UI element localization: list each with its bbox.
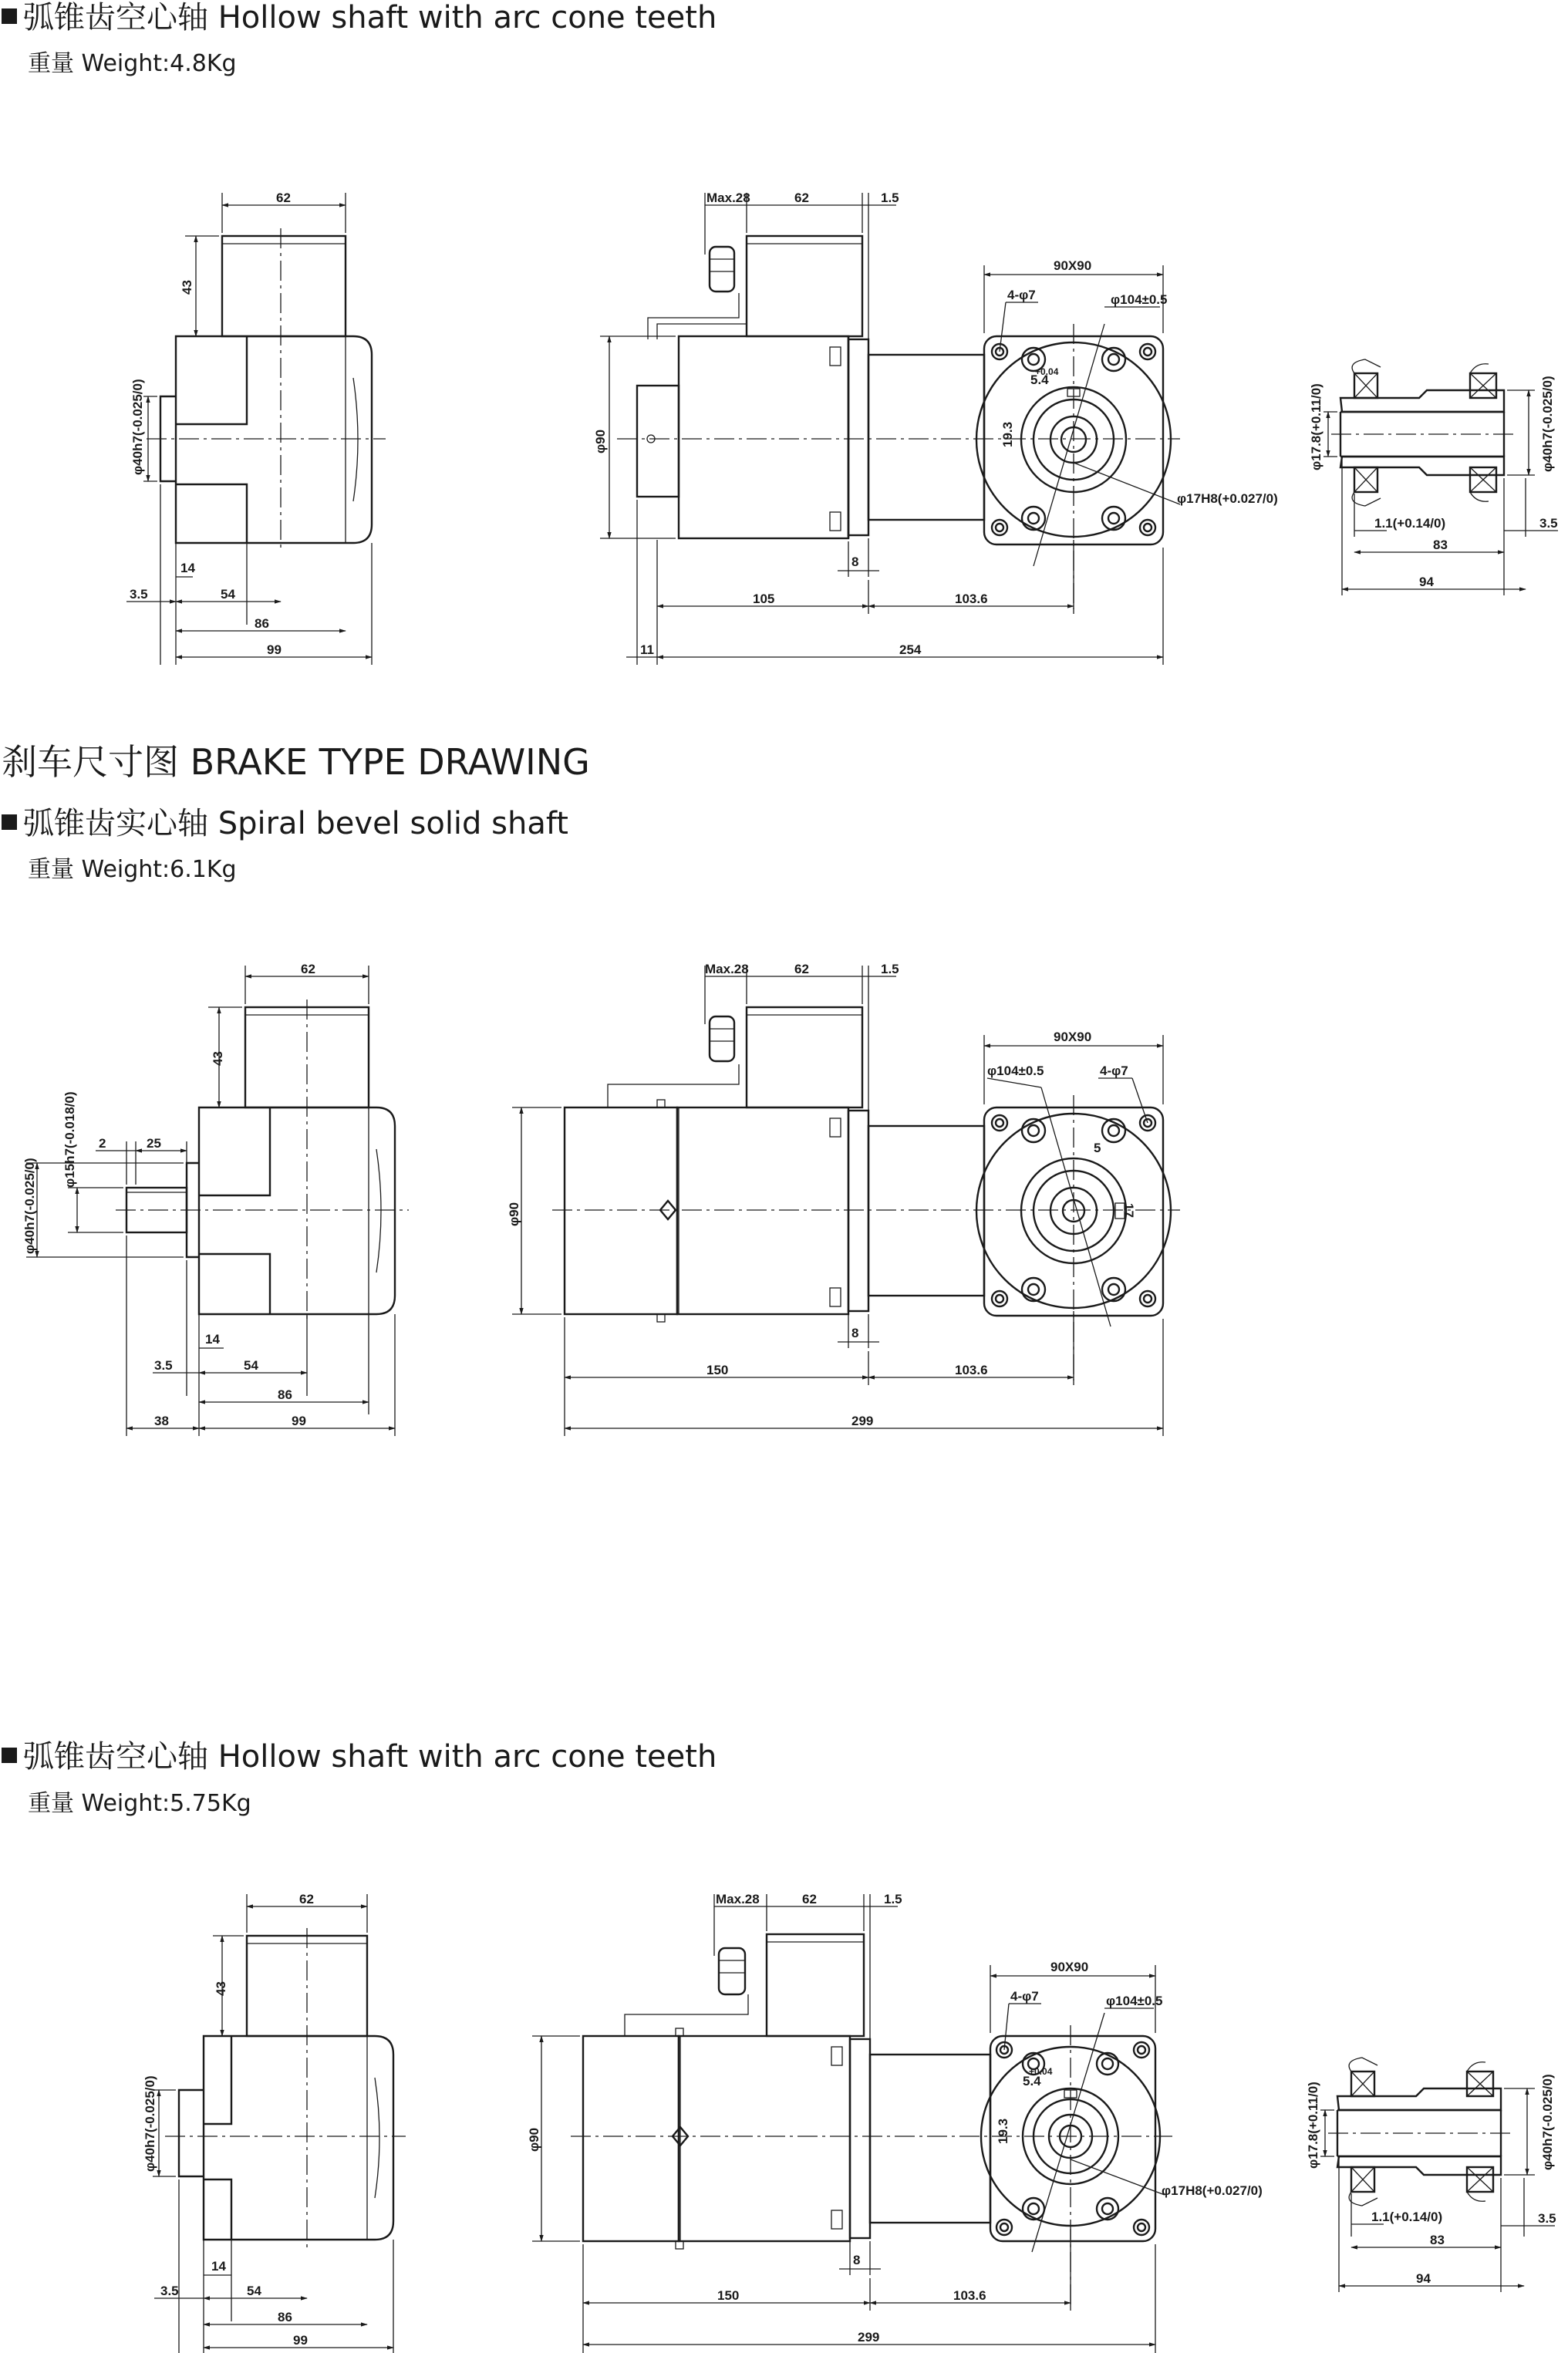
- dim-17-8: φ17.8(+0.11/0): [1309, 383, 1324, 470]
- side-view: [143, 1892, 406, 2353]
- dim-25: 25: [147, 1136, 161, 1151]
- dim-5-4: 5.4: [1030, 373, 1049, 387]
- dim-pcd: φ104±0.5: [1106, 1994, 1163, 2008]
- dim-tol: +0.04: [1035, 366, 1059, 377]
- dim-62: 62: [299, 1892, 314, 1906]
- dim-shaft-dia: φ40h7(-0.025/0): [22, 1158, 37, 1254]
- shaft-detail: [1306, 2058, 1556, 2292]
- dim-299: 299: [851, 1414, 874, 1428]
- dim-17-8: φ17.8(+0.11/0): [1306, 2082, 1320, 2169]
- dim-40: φ40h7(-0.025/0): [1540, 376, 1555, 472]
- dim-14: 14: [180, 561, 195, 575]
- section-heading: 弧锥齿空心轴 Hollow shaft with arc cone teeth: [23, 0, 717, 35]
- dim-1-1: 1.1(+0.14/0): [1374, 516, 1446, 531]
- weight-label: 重量 Weight:6.1Kg: [28, 856, 237, 883]
- dim-38: 38: [154, 1414, 169, 1428]
- bullet-square-icon: [2, 8, 17, 24]
- dim-1-1: 1.1(+0.14/0): [1371, 2210, 1443, 2224]
- dim-43: 43: [180, 280, 194, 295]
- dim-54: 54: [221, 587, 235, 602]
- front-view: [507, 962, 1180, 1436]
- dim-pcd: φ104±0.5: [1111, 292, 1168, 307]
- dim-4-holes: 4-φ7: [1100, 1064, 1128, 1078]
- dim-62: 62: [794, 190, 809, 205]
- dim-shaft-15: φ15h7(-0.018/0): [62, 1091, 77, 1188]
- dim-3-5: 3.5: [160, 2284, 179, 2298]
- dim-bore: φ17H8(+0.027/0): [1177, 491, 1278, 506]
- dim-tol: +0.04: [1029, 2066, 1053, 2077]
- dim-14: 14: [205, 1332, 220, 1347]
- dim-40: φ40h7(-0.025/0): [1540, 2074, 1555, 2170]
- dim-1-5: 1.5: [881, 962, 899, 976]
- dim-105: 105: [753, 592, 775, 606]
- dim-dia-90: φ90: [593, 429, 608, 453]
- dim-shaft-dia: φ40h7(-0.025/0): [130, 379, 145, 475]
- dim-150: 150: [706, 1363, 729, 1377]
- side-view: [22, 962, 409, 1436]
- front-view: [527, 1892, 1263, 2353]
- front-view: [593, 190, 1278, 665]
- dim-299: 299: [858, 2330, 880, 2345]
- dim-90x90: 90X90: [1050, 1960, 1089, 1974]
- dim-86: 86: [278, 1387, 292, 1402]
- dim-54: 54: [247, 2284, 261, 2298]
- dim-5-4: 5.4: [1023, 2074, 1041, 2088]
- dim-86: 86: [278, 2310, 292, 2324]
- dim-max-28: Max.28: [716, 1892, 760, 1906]
- dim-43: 43: [211, 1051, 225, 1066]
- dim-3-5: 3.5: [1538, 2211, 1556, 2226]
- dim-103-6: 103.6: [955, 592, 988, 606]
- section-2: [2, 741, 1180, 1436]
- dim-103-6: 103.6: [955, 1363, 988, 1377]
- dim-8: 8: [853, 2253, 861, 2267]
- section-1: [2, 0, 1558, 665]
- dim-3-5: 3.5: [130, 587, 148, 602]
- dim-83: 83: [1430, 2233, 1445, 2247]
- dim-8: 8: [851, 555, 859, 569]
- drawing-title: 刹车尺寸图 BRAKE TYPE DRAWING: [2, 741, 590, 783]
- dim-max-28: Max.28: [705, 962, 749, 976]
- bullet-square-icon: [2, 1748, 17, 1763]
- section-heading: 弧锥齿实心轴 Spiral bevel solid shaft: [23, 806, 568, 841]
- dim-62: 62: [276, 190, 291, 205]
- dim-bore: φ17H8(+0.027/0): [1162, 2183, 1263, 2198]
- dim-90x90: 90X90: [1054, 1030, 1092, 1044]
- dim-5: 5: [1094, 1141, 1101, 1155]
- side-view: [126, 190, 386, 665]
- bullet-square-icon: [2, 814, 17, 830]
- dim-3-5: 3.5: [154, 1358, 173, 1373]
- dim-83: 83: [1433, 538, 1448, 552]
- weight-label: 重量 Weight:4.8Kg: [28, 50, 237, 77]
- section-heading: 弧锥齿空心轴 Hollow shaft with arc cone teeth: [23, 1739, 717, 1775]
- dim-max-28: Max.28: [706, 190, 750, 205]
- dim-17: 17: [1121, 1203, 1136, 1218]
- dim-14: 14: [211, 2259, 226, 2274]
- dim-8: 8: [851, 1326, 859, 1340]
- dim-150: 150: [717, 2288, 740, 2303]
- dim-19-3: 19.3: [1000, 421, 1015, 447]
- dim-99: 99: [292, 1414, 306, 1428]
- dim-shaft-dia: φ40h7(-0.025/0): [143, 2075, 157, 2172]
- dim-254: 254: [899, 642, 922, 657]
- weight-label: 重量 Weight:5.75Kg: [28, 1790, 251, 1817]
- dim-2: 2: [99, 1136, 106, 1151]
- dim-4-holes: 4-φ7: [1007, 288, 1036, 302]
- dim-62: 62: [794, 962, 809, 976]
- section-3: [2, 1739, 1556, 2353]
- dim-1-5: 1.5: [884, 1892, 902, 1906]
- dim-62: 62: [301, 962, 315, 976]
- dim-54: 54: [244, 1358, 258, 1373]
- dim-19-3: 19.3: [996, 2118, 1010, 2144]
- dim-94: 94: [1419, 575, 1434, 589]
- dim-3-5: 3.5: [1539, 516, 1558, 531]
- dim-11: 11: [640, 642, 654, 657]
- dim-94: 94: [1416, 2271, 1431, 2286]
- shaft-detail: [1309, 359, 1558, 595]
- dim-99: 99: [267, 642, 282, 657]
- dim-103-6: 103.6: [953, 2288, 986, 2303]
- dim-86: 86: [255, 616, 269, 631]
- dim-4-holes: 4-φ7: [1010, 1989, 1039, 2004]
- dim-43: 43: [214, 1981, 228, 1996]
- dim-1-5: 1.5: [881, 190, 899, 205]
- dim-pcd: φ104±0.5: [987, 1064, 1044, 1078]
- dim-90x90: 90X90: [1054, 258, 1092, 273]
- dim-dia-90: φ90: [507, 1202, 521, 1226]
- dim-99: 99: [293, 2333, 308, 2348]
- dim-62: 62: [802, 1892, 817, 1906]
- dim-dia-90: φ90: [527, 2127, 541, 2152]
